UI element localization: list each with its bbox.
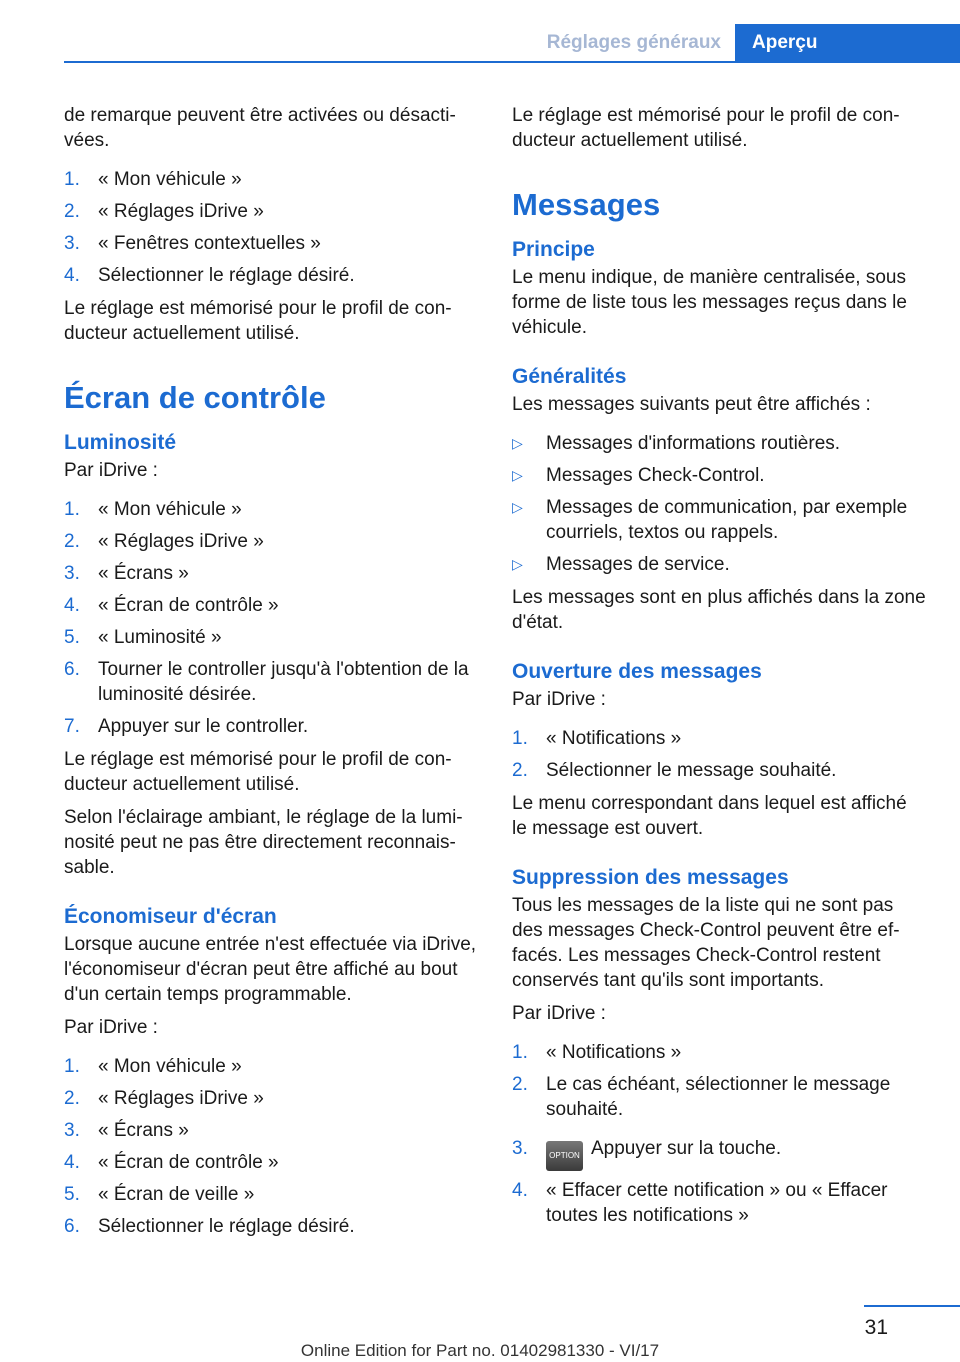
option-button-icon: OPTION [546, 1141, 583, 1171]
triangle-bullet-icon: ▷ [512, 499, 523, 515]
left-column [64, 103, 478, 1247]
list-item: 2. « Réglages iDrive » [64, 531, 264, 552]
par-idrive-label: Par iDrive : [512, 1003, 606, 1024]
page-header [533, 24, 960, 62]
triangle-bullet-icon: ▷ [512, 467, 523, 483]
list-item: ▷ Messages d'informations routières. [512, 433, 841, 454]
screensaver-paragraph: Lorsque aucune entrée n'est effectuée via iDrive, l'économiseur d'écran peut être affiché au bout d'un certain temps programmable. [64, 934, 477, 1005]
list-item: 4. « Effacer cette notification » ou « Effacer toutes les notifications » [512, 1180, 888, 1226]
page-number: 31 [864, 1316, 888, 1339]
triangle-bullet-icon: ▷ [512, 435, 523, 451]
brightness-steps-list [64, 497, 478, 739]
list-item: 6. Sélectionner le réglage désiré. [64, 1216, 355, 1237]
memo-paragraph: Le réglage est mémorisé pour le profil de con-ducteur actuellement utilisé. [64, 298, 452, 344]
list-item: 1. « Mon véhicule » [64, 169, 242, 190]
par-idrive-label: Par iDrive : [512, 689, 606, 710]
list-item: 7. Appuyer sur le controller. [64, 716, 309, 737]
list-item: ▷ Messages de communication, par exemple courriels, textos ou rappels. [512, 497, 908, 543]
list-item: 3. « Écrans » [64, 1120, 189, 1141]
list-item: 5. « Luminosité » [64, 627, 222, 648]
lighting-note: Selon l'éclairage ambiant, le réglage de la lumi-nosité peut ne pas être directement reconnais-sable. [64, 807, 463, 878]
list-item: 2. « Réglages iDrive » [64, 201, 264, 222]
menu-paragraph: Le menu correspondant dans lequel est affiché le message est ouvert. [512, 793, 907, 839]
heading-suppression: Suppression des messages [512, 866, 789, 889]
delete-steps-list [512, 1040, 926, 1228]
list-item: 1. « Notifications » [512, 1042, 682, 1063]
intro-paragraph: de remarque peuvent être activées ou désacti-vées. [64, 105, 456, 151]
heading-messages: Messages [512, 187, 661, 222]
list-item: 6. Tourner le controller jusqu'à l'obtention de la luminosité désirée. [64, 659, 469, 705]
list-item: 2. « Réglages iDrive » [64, 1088, 264, 1109]
heading-ouverture: Ouverture des messages [512, 660, 762, 683]
open-steps-list [512, 726, 926, 783]
memo-paragraph: Le réglage est mémorisé pour le profil de con-ducteur actuellement utilisé. [512, 105, 900, 151]
list-item: 2. Sélectionner le message souhaité. [512, 760, 837, 781]
list-item: 4. « Écran de contrôle » [64, 1152, 279, 1173]
par-idrive-label: Par iDrive : [64, 460, 158, 481]
delete-paragraph: Tous les messages de la liste qui ne sont pas des messages Check-Control peuvent être ef-facés. Les messages Check-Control restent conservés tant qu'ils sont importants. [512, 895, 900, 991]
general-paragraph: Les messages suivants peut être affichés : [512, 394, 871, 415]
heading-luminosite: Luminosité [64, 431, 177, 454]
list-item: 5. « Écran de veille » [64, 1184, 255, 1205]
header-section-title: Réglages généraux [546, 32, 721, 53]
list-item: 1. « Notifications » [512, 728, 682, 749]
heading-ecran-controle: Écran de contrôle [64, 380, 326, 415]
list-item: 3. OPTION Appuyer sur la touche. [512, 1136, 926, 1171]
list-item: ▷ Messages Check-Control. [512, 465, 765, 486]
heading-economiseur: Économiseur d'écran [64, 905, 277, 928]
principle-paragraph: Le menu indique, de manière centralisée, sous forme de liste tous les messages reçus dans le véhicule. [512, 267, 907, 338]
list-item: ▷ Messages de service. [512, 554, 730, 575]
footer-rule [864, 1305, 960, 1307]
list-item: 2. Le cas échéant, sélectionner le message souhaité. [512, 1074, 891, 1120]
list-item: 1. « Mon véhicule » [64, 499, 242, 520]
list-item: 4. « Écran de contrôle » [64, 595, 279, 616]
right-column [512, 103, 926, 1236]
list-item: 4. Sélectionner le réglage désiré. [64, 265, 355, 286]
status-zone-paragraph: Les messages sont en plus affichés dans la zone d'état. [512, 587, 926, 633]
par-idrive-label: Par iDrive : [64, 1017, 158, 1038]
message-types-list [512, 431, 926, 577]
list-item: 3. « Écrans » [64, 563, 189, 584]
footer-edition: Online Edition for Part no. 01402981330 - VI/17 [300, 1341, 660, 1360]
header-rule [64, 61, 960, 63]
triangle-bullet-icon: ▷ [512, 556, 523, 572]
memo-paragraph: Le réglage est mémorisé pour le profil de con-ducteur actuellement utilisé. [64, 749, 452, 795]
list-item: 3. « Fenêtres contextuelles » [64, 233, 321, 254]
notification-steps-list [64, 167, 478, 288]
screensaver-steps-list [64, 1054, 478, 1239]
heading-principe: Principe [512, 238, 595, 261]
list-item: 1. « Mon véhicule » [64, 1056, 242, 1077]
header-tab: Aperçu [735, 24, 960, 62]
heading-generalites: Généralités [512, 365, 627, 388]
